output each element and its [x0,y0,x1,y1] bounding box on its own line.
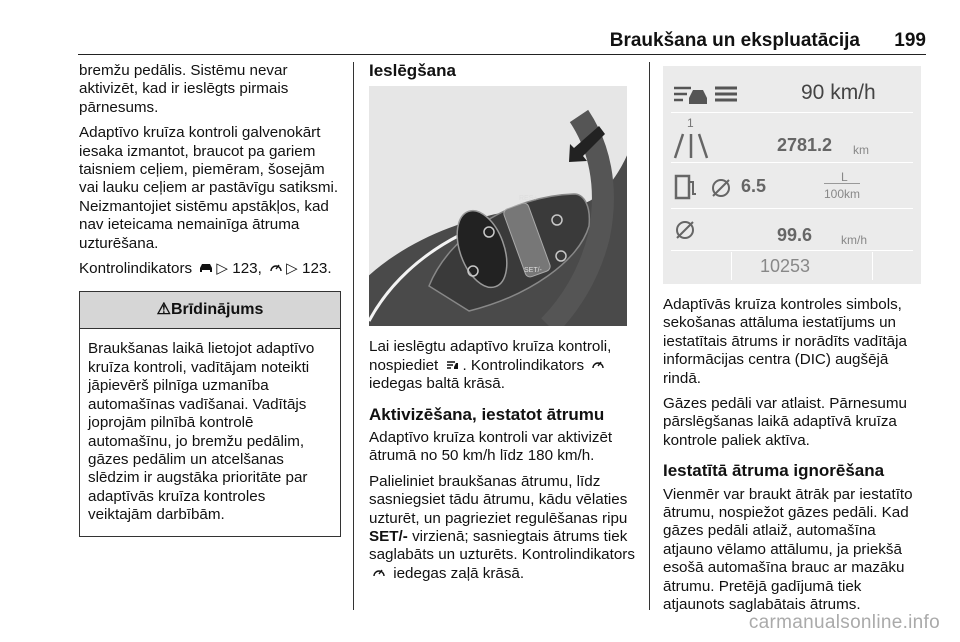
section-heading: Ieslēgšana [369,61,456,80]
text: Kontrolindikators [79,260,193,278]
paragraph: bremžu pedālis. Sistēmu nevar aktivizēt, kad ir ieslēgts pirmais pārnesums. [79,62,289,116]
page-number: 199 [894,30,926,51]
warning-header [80,292,340,329]
average-speed: 99.6 [777,225,813,245]
column-3 [663,62,925,622]
cruise-control-icon [269,262,283,274]
watermark: carmanualsonline.info [748,612,940,633]
text: Palieliniet braukšanas ātrumu, līdz sasniegsiet tādu ātrumu, kādu vēlaties uzturēt, un pagrieziet regulēšanas ripu [369,472,628,527]
dic-row-fuel [671,164,913,209]
paragraph [369,338,635,393]
paragraph [79,260,341,278]
odometer: 10253 [760,256,811,276]
bold-text: SET/- [369,528,408,546]
fuel-unit-bottom: 100km [824,183,860,203]
column-2 [369,62,635,590]
set-label: SET/- [524,267,542,275]
text: iedegas baltā krāsā. [369,375,505,393]
section-heading: Iestatītā ātruma ignorēšana [663,461,885,481]
trip-distance: 2781.2 [777,135,833,155]
paragraph: Vienmēr var braukt ātrāk par iestatīto ātrumu, nospiežot gāzes pedāli. Kad gāzes pedāli atlaiž, automašīna atjauno vēlamo attālumu, ja priekšā esošā automašīna brauc ar mazāku ātrumu. Pretējā gadījumā tiek atjaunots saglabātais ātrums. [663,485,913,614]
header-rule [78,54,926,55]
text: Lai ieslēgtu adaptīvo kruīza kontroli, nospiediet [369,338,612,374]
reference-arrow-icon: ▷ [216,260,229,278]
dic-row-avg-speed [671,210,913,251]
steering-wheel-drawing [369,86,627,326]
res-label: RES+ [519,195,538,203]
page-ref: 123. [302,260,332,278]
text: virzienā; sasniegtais ātrums tiek saglabāts un uzturēts. Kontrolindikators [369,528,635,564]
paragraph [369,473,635,583]
column-divider-2 [649,62,650,610]
average-icon [673,218,697,242]
warning-text: Braukšanas laikā lietojot adaptīvo kruīza kontroli, vadītājam noteikti jāpievērš pilnīga uzmanība automašīnas vadīšanai. Vadītājs joprojām pilnībā kontrolē automašīnu, jo bremžu pedālim, gāzes pedālim un atcelšanas slēdzim ir augstāka prioritāte par adaptīvās kruīza kontroles veiktajām darbībām. [88,340,315,524]
set-speed: 90 km/h [801,81,876,104]
paragraph: Adaptīvās kruīza kontroles simbols, sekošanas attāluma iestatījums un iestatītais ātrums ir norādīts vadītāja informācijas centra (DIC) augšējā rindā. [663,296,907,387]
fuel-pump-icon [673,174,699,200]
page-header [0,0,960,58]
warning-title: Brīdinājums [170,301,264,319]
reference-arrow-icon: ▷ [286,260,298,278]
dic-row-cruise [671,80,913,113]
chapter-title: Braukšana un ekspluatācija [609,30,860,51]
warning-box [79,291,341,536]
driver-information-centre-figure [663,66,921,284]
text: . Kontrolindikators [462,356,585,374]
cruise-control-icon [591,359,605,371]
paragraph: Adaptīvo kruīza kontroli var aktivizēt ātrumā no 50 km/h līdz 180 km/h. [369,429,613,465]
column-1 [79,62,341,537]
dic-row-odometer [731,252,873,280]
car-icon [199,262,213,274]
paragraph: Gāzes pedāli var atlaist. Pārnesumu pārslēgšanas laikā adaptīvā kruīza kontrole paliek aktīva. [663,395,907,449]
page-ref: 123, [232,260,262,278]
text: iedegas zaļā krāsā. [393,564,525,582]
cruise-control-icon [372,567,386,579]
fuel-consumption: 6.5 [741,176,767,196]
fuel-unit-top: L [841,170,848,184]
column-divider-1 [353,62,354,610]
paragraph: Adaptīvo kruīza kontroli galvenokārt iesaka izmantot, braucot pa gariem taisniem ceļiem, piemēram, šosejām vai lauku ceļiem ar pastāvīgu satiksmi. Neizmantojiet sistēmu apstākļos, kad nav ieteicama nemainīga ātruma uzturēšana. [79,124,339,252]
trip-unit: km [853,143,869,157]
distance-car-icon [671,80,741,108]
steering-wheel-illustration [369,86,627,326]
average-icon [709,176,733,200]
dic-row-trip [671,116,913,163]
average-speed-unit: km/h [841,233,868,247]
warning-icon: ⚠ [156,301,171,319]
distance-car-icon [445,359,459,371]
trip-label: 1 [687,116,694,130]
section-heading: Aktivizēšana, iestatot ātrumu [369,404,605,424]
road-icon [671,130,711,160]
